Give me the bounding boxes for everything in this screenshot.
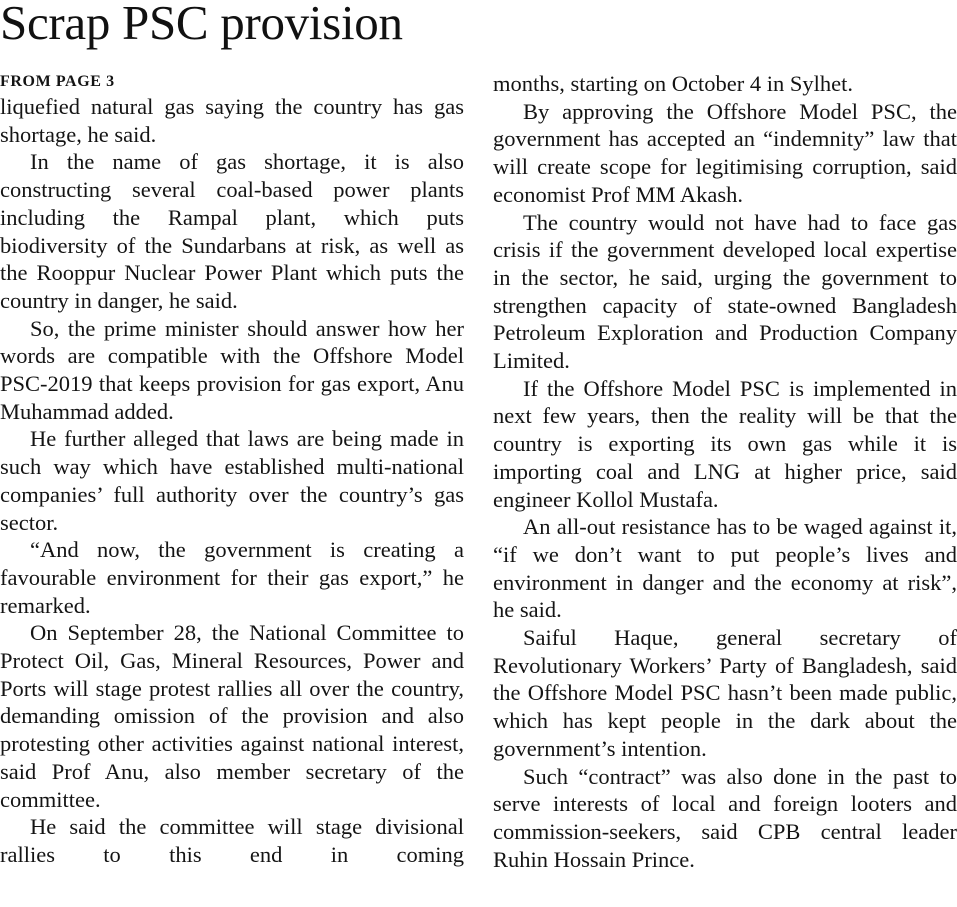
paragraph: Such “contract” was also done in the past to serve interests of local and foreign looters and commission-seekers, said CPB central leader Ruhin Hossain Prince. bbox=[493, 763, 957, 872]
paragraph: He further alleged that laws are being made in such way which have established multi-national companies’ full authority over the country’s gas sector. bbox=[0, 426, 464, 535]
left-column bbox=[0, 93, 464, 869]
paragraph: The country would not have had to face gas crisis if the government developed local expertise in the sector, he said, urging the government to strengthen capacity of state-owned Bangladesh Petroleum Exploration and Production Company Limited. bbox=[493, 209, 957, 374]
paragraph: On September 28, the National Committee to Protect Oil, Gas, Mineral Resources, Power and Ports will stage protest rallies all over the country, demanding omission of the provision and also protesting other activities against national interest, said Prof Anu, also member secretary of the committee. bbox=[0, 620, 464, 812]
paragraph: So, the prime minister should answer how her words are compatible with the Offshore Model PSC-2019 that keeps provision for gas export, Anu Muhammad added. bbox=[0, 315, 464, 424]
paragraph: In the name of gas shortage, it is also constructing several coal-based power plants including the Rampal plant, which puts biodiversity of the Sundarbans at risk, as well as the Rooppur Nuclear Power Plant which puts the country in danger, he said. bbox=[0, 149, 464, 313]
paragraph: “And now, the government is creating a favourable environment for their gas export,” he remarked. bbox=[0, 537, 464, 618]
paragraph: By approving the Offshore Model PSC, the government has accepted an “indemnity” law that will create scope for legitimising corruption, said economist Prof MM Akash. bbox=[493, 98, 957, 207]
paragraph: He said the committee will stage divisional rallies to this end in coming bbox=[0, 814, 464, 867]
paragraph: An all-out resistance has to be waged against it, “if we don’t want to put people’s lives and environment in danger and the economy at risk”, he said. bbox=[493, 514, 957, 623]
paragraph: months, starting on October 4 in Sylhet. bbox=[493, 71, 853, 96]
article-headline: Scrap PSC provision bbox=[0, 0, 403, 50]
right-column bbox=[493, 70, 957, 873]
continued-from-label: FROM PAGE 3 bbox=[0, 73, 115, 90]
paragraph: Saiful Haque, general secretary of Revolutionary Workers’ Party of Bangladesh, said the Offshore Model PSC hasn’t been made public, which has kept people in the dark about the government’s intention. bbox=[493, 625, 957, 761]
paragraph: liquefied natural gas saying the country has gas shortage, he said. bbox=[0, 94, 464, 147]
paragraph: If the Offshore Model PSC is implemented in next few years, then the reality will be that the country is exporting its own gas while it is importing coal and LNG at higher price, said engineer Kollol Mustafa. bbox=[493, 375, 957, 512]
